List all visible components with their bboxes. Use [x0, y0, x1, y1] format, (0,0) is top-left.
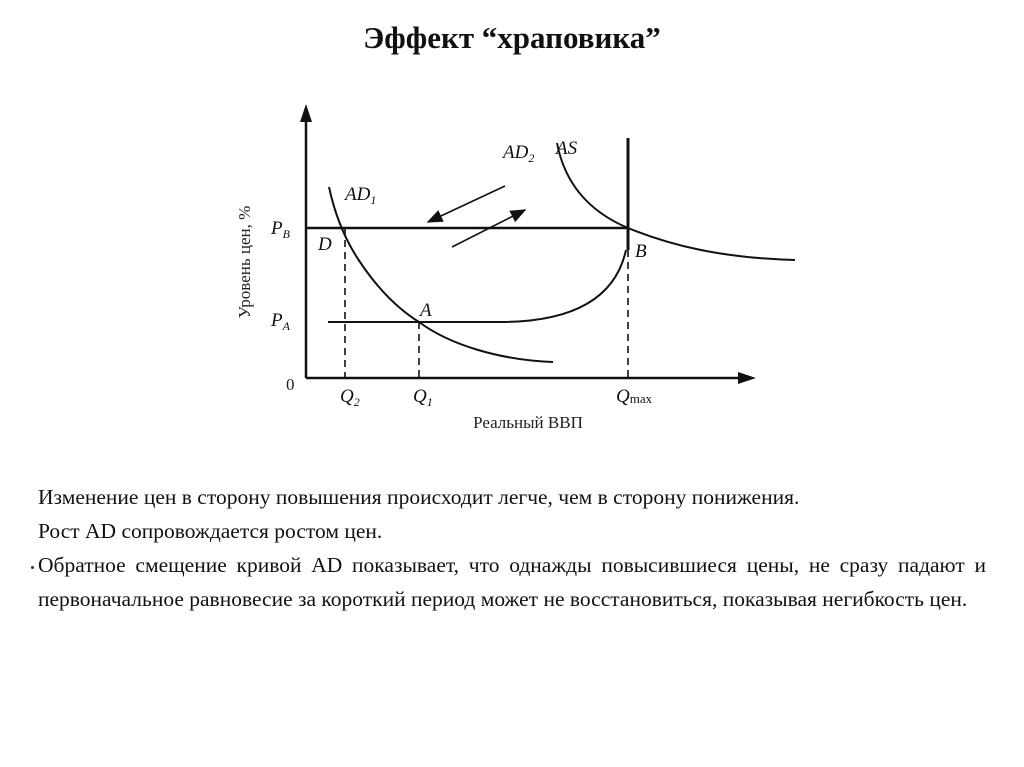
- qmax-label: Qmax: [616, 386, 653, 407]
- paragraph-2: Рост AD сопровождается ростом цен.: [38, 519, 383, 543]
- bullet-icon: [31, 566, 34, 569]
- paragraph-1: Изменение цен в сторону повышения происходит легче, чем в сторону понижения.: [38, 485, 800, 509]
- paragraph-3: Обратное смещение кривой AD показывает, что однажды повысившиеся цены, не сразу падают и первоначальное равновесие за короткий период может не восстановиться, показывая негибкость цен.: [38, 553, 986, 611]
- x-axis-label: Реальный ВВП: [473, 413, 583, 432]
- as-label: AS: [556, 138, 578, 159]
- point-a-label: A: [420, 300, 432, 321]
- point-d-label: D: [318, 234, 332, 255]
- point-b-label: B: [635, 241, 647, 262]
- x-axis-arrow-icon: [738, 372, 756, 384]
- y-axis-label: Уровень цен, %: [235, 205, 254, 319]
- slide-body: [38, 480, 986, 616]
- shift-left-arrow-icon: [428, 186, 505, 222]
- ad2-label: $AD_2$: [503, 142, 535, 165]
- q2-label: $Q_2$: [340, 386, 360, 409]
- ad1-label: $AD_1$: [345, 184, 377, 207]
- q1-label: $Q_1$: [413, 386, 433, 409]
- origin-label: 0: [286, 375, 295, 394]
- y-axis-arrow-icon: [300, 104, 312, 122]
- slide-title: Эффект “храповика”: [363, 20, 661, 55]
- ratchet-curve: [328, 250, 626, 322]
- paragraph-3-wrap: [38, 548, 986, 616]
- pa-label: $P_A$: [271, 310, 290, 333]
- pb-label: $P_B$: [271, 218, 290, 241]
- ad2-curve: [557, 143, 795, 260]
